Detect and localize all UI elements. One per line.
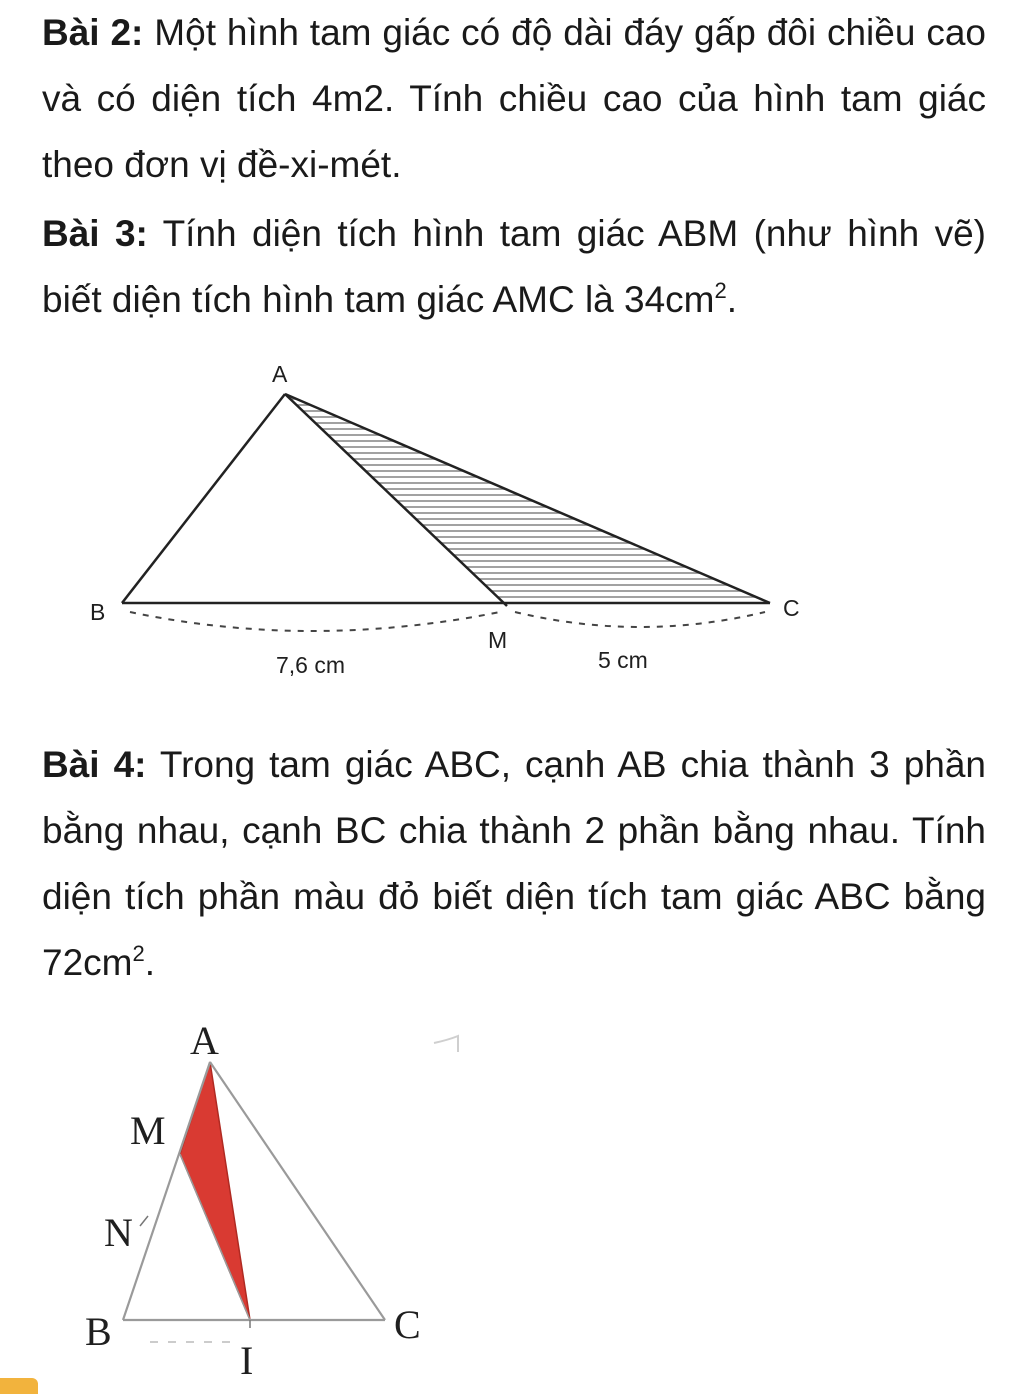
stray-mark [434, 1036, 458, 1052]
problem-2-text: Một hình tam giác có độ dài đáy gấp đôi chiều cao và có diện tích 4m2. Tính chiều cao của hình tam giác theo đơn vị đề-xi-mét. [42, 12, 986, 185]
label-length-bm: 7,6 cm [276, 652, 346, 678]
problem-3-label: Bài 3: [42, 213, 148, 254]
label-point-c: C [394, 1302, 421, 1347]
brace-bm [130, 612, 500, 631]
segment-ab [122, 394, 285, 603]
problem-3 [42, 201, 986, 333]
label-length-mc: 5 cm [598, 647, 648, 673]
problem-4 [42, 732, 986, 996]
label-point-n: N [104, 1210, 133, 1255]
problem-2 [42, 0, 986, 198]
problem-4-end: . [144, 942, 156, 983]
problem-4-exponent: 2 [132, 941, 145, 966]
problem-3-end: . [726, 279, 738, 320]
tick-n [140, 1216, 148, 1226]
label-point-a: A [272, 361, 288, 387]
problem-3-exponent: 2 [714, 278, 727, 303]
label-point-m: M [488, 627, 508, 653]
label-point-i: I [240, 1338, 254, 1383]
label-point-b: B [85, 1309, 112, 1354]
label-point-c: C [783, 595, 800, 621]
problem-2-label: Bài 2: [42, 12, 144, 53]
label-point-b: B [90, 599, 106, 625]
red-shaded-region [180, 1062, 250, 1320]
problem-4-text: Trong tam giác ABC, cạnh AB chia thành 3 phần bằng nhau, cạnh BC chia thành 2 phần bằng nhau. Tính diện tích phần màu đỏ biết diện tích tam giác ABC bằng 72cm [42, 744, 986, 983]
figure-triangle-abm-amc [0, 350, 1024, 690]
problem-4-label: Bài 4: [42, 744, 147, 785]
problem-3-text: Tính diện tích hình tam giác ABM (như hình vẽ) biết diện tích hình tam giác AMC là 34cm [42, 213, 986, 320]
brace-mc [515, 612, 765, 627]
corner-tab[interactable] [0, 1378, 38, 1394]
label-point-a: A [190, 1020, 219, 1063]
label-point-m: M [130, 1108, 166, 1153]
figure-triangle-abc-red [0, 1020, 1024, 1394]
